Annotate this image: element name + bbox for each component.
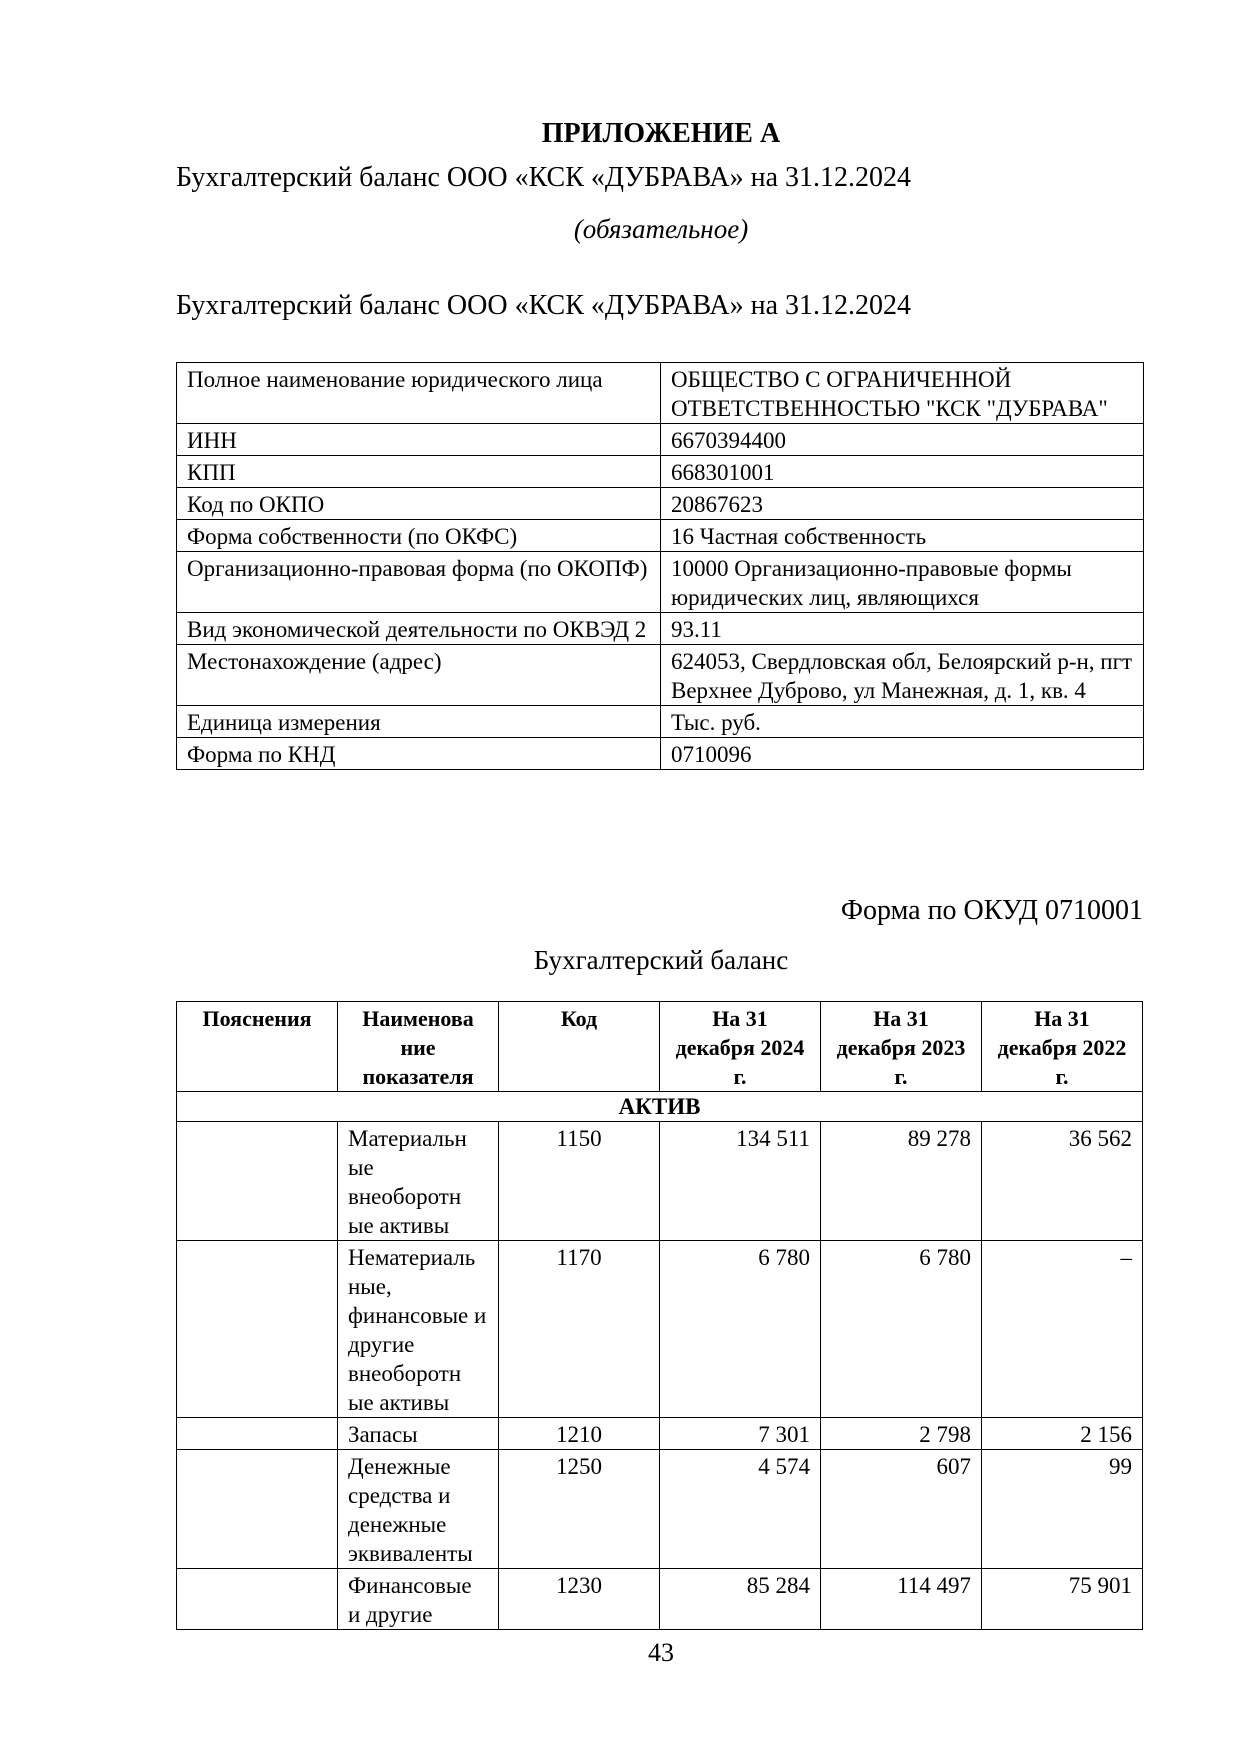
table-row — [177, 613, 1144, 645]
table-row — [177, 1450, 1143, 1569]
org-field-label: Форма собственности (по ОКФС) — [177, 520, 661, 552]
cell-2022: – — [982, 1241, 1143, 1418]
cell-2022: 99 — [982, 1450, 1143, 1569]
cell-2024: 6 780 — [660, 1241, 821, 1418]
cell-indicator: Денежные средства и денежные эквиваленты — [338, 1450, 499, 1569]
page-number: 43 — [648, 1638, 674, 1667]
column-header-indicator: Наименова ние показателя — [338, 1002, 499, 1092]
column-header-2022: На 31 декабря 2022 г. — [982, 1002, 1143, 1092]
table-row — [177, 424, 1144, 456]
okud-form-code: Форма по ОКУД 0710001 — [840, 895, 1143, 926]
org-field-value: 0710096 — [661, 738, 1144, 770]
cell-indicator: Запасы — [338, 1418, 499, 1450]
document-subtitle: Бухгалтерский баланс ООО «КСК «ДУБРАВА» на 31.12.2024 — [176, 162, 911, 193]
appendix-title: ПРИЛОЖЕНИЕ А — [541, 118, 781, 149]
org-field-label: Полное наименование юридического лица — [177, 363, 661, 424]
org-field-label: ИНН — [177, 424, 661, 456]
cell-2023: 607 — [821, 1450, 982, 1569]
org-field-value: 16 Частная собственность — [661, 520, 1144, 552]
table-row — [177, 488, 1144, 520]
cell-notes — [177, 1418, 338, 1450]
cell-indicator: Материальн ые внеоборотн ые активы — [338, 1122, 499, 1241]
section-row — [177, 1092, 1143, 1122]
column-header-2024: На 31 декабря 2024 г. — [660, 1002, 821, 1092]
cell-2023: 89 278 — [821, 1122, 982, 1241]
section-title-assets: АКТИВ — [177, 1092, 1143, 1122]
document-subtitle-repeat: Бухгалтерский баланс ООО «КСК «ДУБРАВА» на 31.12.2024 — [176, 290, 911, 321]
table-row — [177, 706, 1144, 738]
cell-notes — [177, 1450, 338, 1569]
org-field-value: ОБЩЕСТВО С ОГРАНИЧЕННОЙ ОТВЕТСТВЕННОСТЬЮ "КСК "ДУБРАВА" — [661, 363, 1144, 424]
cell-2023: 2 798 — [821, 1418, 982, 1450]
org-field-label: Форма по КНД — [177, 738, 661, 770]
cell-2022: 75 901 — [982, 1569, 1143, 1630]
org-field-value: 10000 Организационно-правовые формы юридических лиц, являющихся — [661, 552, 1144, 613]
cell-code: 1230 — [499, 1569, 660, 1630]
cell-2023: 114 497 — [821, 1569, 982, 1630]
cell-code: 1170 — [499, 1241, 660, 1418]
table-row — [177, 1241, 1143, 1418]
balance-title: Бухгалтерский баланс — [533, 945, 789, 975]
cell-2024: 134 511 — [660, 1122, 821, 1241]
cell-2024: 4 574 — [660, 1450, 821, 1569]
organization-info-table — [176, 362, 1144, 770]
cell-indicator: Нематериаль ные, финансовые и другие внеоборотн ые активы — [338, 1241, 499, 1418]
mandatory-note: (обязательное) — [573, 214, 749, 244]
table-row — [177, 1122, 1143, 1241]
table-row — [177, 1418, 1143, 1450]
org-field-label: КПП — [177, 456, 661, 488]
cell-2022: 2 156 — [982, 1418, 1143, 1450]
cell-indicator: Финансовые и другие — [338, 1569, 499, 1630]
org-field-label: Вид экономической деятельности по ОКВЭД 2 — [177, 613, 661, 645]
column-header-2023: На 31 декабря 2023 г. — [821, 1002, 982, 1092]
cell-2024: 7 301 — [660, 1418, 821, 1450]
org-field-value: 93.11 — [661, 613, 1144, 645]
cell-code: 1210 — [499, 1418, 660, 1450]
table-row — [177, 456, 1144, 488]
org-field-value: 6670394400 — [661, 424, 1144, 456]
org-field-value: Тыс. руб. — [661, 706, 1144, 738]
cell-2022: 36 562 — [982, 1122, 1143, 1241]
table-header-row — [177, 1002, 1143, 1092]
table-row — [177, 552, 1144, 613]
cell-2023: 6 780 — [821, 1241, 982, 1418]
cell-code: 1150 — [499, 1122, 660, 1241]
org-field-value: 624053, Свердловская обл, Белоярский р-н, пгт Верхнее Дуброво, ул Манежная, д. 1, кв. 4 — [661, 645, 1144, 706]
org-field-label: Организационно-правовая форма (по ОКОПФ) — [177, 552, 661, 613]
org-field-label: Местонахождение (адрес) — [177, 645, 661, 706]
org-field-label: Единица измерения — [177, 706, 661, 738]
cell-notes — [177, 1122, 338, 1241]
balance-sheet-table — [176, 1001, 1143, 1630]
cell-notes — [177, 1241, 338, 1418]
cell-2024: 85 284 — [660, 1569, 821, 1630]
table-row — [177, 738, 1144, 770]
table-row — [177, 520, 1144, 552]
org-field-value: 668301001 — [661, 456, 1144, 488]
table-row — [177, 645, 1144, 706]
org-field-label: Код по ОКПО — [177, 488, 661, 520]
column-header-notes: Пояснения — [177, 1002, 338, 1092]
org-field-value: 20867623 — [661, 488, 1144, 520]
column-header-code: Код — [499, 1002, 660, 1092]
table-row — [177, 363, 1144, 424]
cell-code: 1250 — [499, 1450, 660, 1569]
cell-notes — [177, 1569, 338, 1630]
table-row — [177, 1569, 1143, 1630]
